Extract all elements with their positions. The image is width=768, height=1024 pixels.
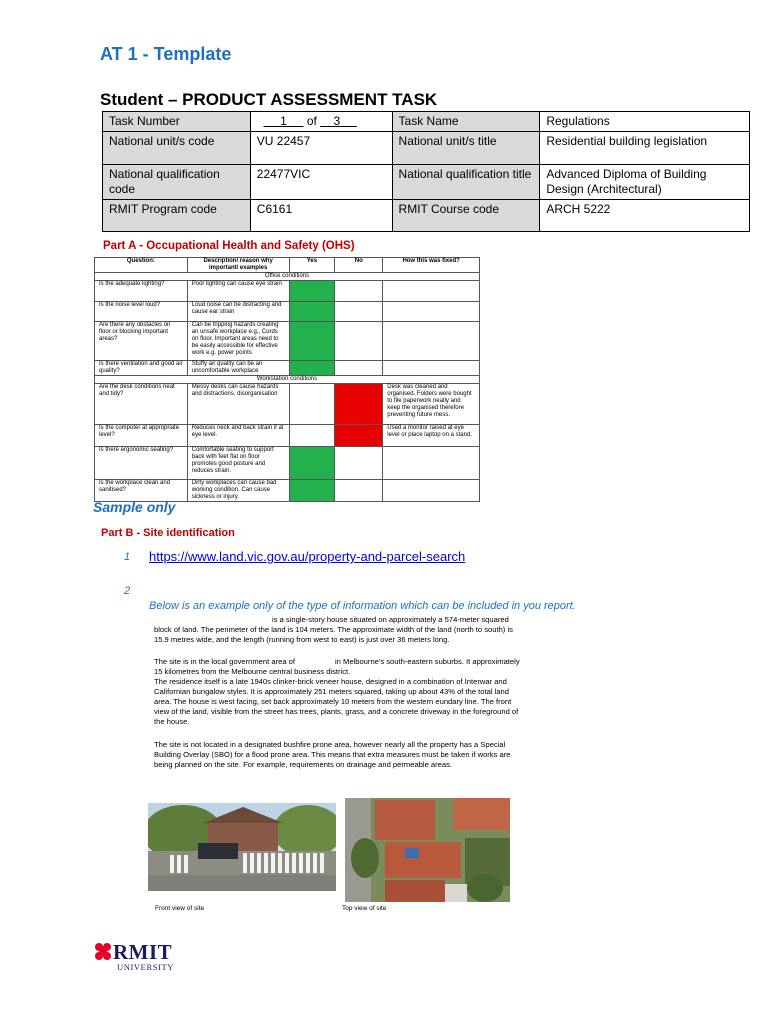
ohs-col-yes: Yes bbox=[289, 258, 335, 273]
ohs-fix: Desk was cleaned and organised. Folders were bought to file paperwork neatly and keep the organised therefore preventing future mess. bbox=[383, 384, 480, 425]
task-number-label: Task Number bbox=[103, 112, 251, 132]
ohs-section-row bbox=[95, 376, 480, 384]
unit-title-value: Residential building legislation bbox=[540, 132, 750, 165]
program-code-label: RMIT Program code bbox=[103, 200, 251, 232]
top-view-caption: Top view of site bbox=[342, 905, 387, 912]
ohs-question: Are the desk conditions neat and tidy? bbox=[95, 384, 188, 425]
unit-title-label: National unit/s title bbox=[392, 132, 540, 165]
task-name-label: Task Name bbox=[392, 112, 540, 132]
ohs-col-fix: How this was fixed? bbox=[383, 258, 480, 273]
ohs-description: Stuffy air quality can be an uncomfortable workplace bbox=[187, 361, 289, 376]
task-name-value: Regulations bbox=[540, 112, 750, 132]
ohs-no-cell bbox=[335, 302, 383, 322]
ohs-section-row bbox=[95, 273, 480, 281]
ohs-fix bbox=[383, 322, 480, 361]
ohs-row bbox=[95, 281, 480, 302]
ohs-description: Comfortable seating to support back with feet flat on floor promotes good posture and reduces strain. bbox=[187, 447, 289, 480]
top-view-photo bbox=[345, 798, 510, 902]
rmit-logo bbox=[93, 940, 203, 974]
ohs-question: Are there any obstacles on floor or blocking important areas? bbox=[95, 322, 188, 361]
of-text: of bbox=[306, 114, 317, 128]
ohs-yes-cell bbox=[289, 425, 335, 447]
rmit-logo-name: RMIT bbox=[113, 940, 173, 964]
ohs-fix: Used a monitor raised at eye level or place laptop on a stand. bbox=[383, 425, 480, 447]
ohs-fix bbox=[383, 361, 480, 376]
part-b-heading: Part B - Site identification bbox=[101, 527, 235, 539]
part-a-heading: Part A - Occupational Health and Safety (OHS) bbox=[103, 240, 355, 252]
ohs-row bbox=[95, 302, 480, 322]
ohs-no-cell bbox=[335, 480, 383, 502]
ohs-description: Dirty workplaces can cause bad working condition. Can cause sickness or injury. bbox=[187, 480, 289, 502]
ohs-fix bbox=[383, 447, 480, 480]
ohs-yes-cell bbox=[289, 302, 335, 322]
ohs-yes-cell bbox=[289, 281, 335, 302]
ohs-yes-cell bbox=[289, 361, 335, 376]
unit-code-label: National unit/s code bbox=[103, 132, 251, 165]
ohs-question: Is the workplace clean and sanitised? bbox=[95, 480, 188, 502]
unit-code-value: VU 22457 bbox=[250, 132, 392, 165]
ohs-description: Reduces neck and back strain if at eye level. bbox=[187, 425, 289, 447]
property-search-link[interactable]: https://www.land.vic.gov.au/property-and-parcel-search bbox=[149, 549, 466, 564]
list-number-1: 1 bbox=[124, 551, 131, 563]
site-paragraph-2 bbox=[154, 657, 524, 727]
site-paragraph-2-a: The site is in the local government area of bbox=[154, 657, 295, 666]
ohs-no-cell bbox=[335, 384, 383, 425]
ohs-row bbox=[95, 384, 480, 425]
ohs-no-cell bbox=[335, 322, 383, 361]
ohs-no-cell bbox=[335, 425, 383, 447]
task-number-value bbox=[250, 112, 392, 132]
ohs-fix bbox=[383, 302, 480, 322]
rmit-logo-subtitle: UNIVERSITY bbox=[117, 962, 174, 972]
ohs-yes-cell bbox=[289, 480, 335, 502]
front-view-photo bbox=[148, 803, 336, 891]
document-title: AT 1 - Template bbox=[100, 44, 232, 64]
task-info-table bbox=[102, 111, 750, 232]
task-total: 3 bbox=[333, 114, 341, 128]
front-view-caption: Front view of site bbox=[155, 905, 205, 912]
ohs-description: Messy desks can cause hazards and distractions, disorganisation bbox=[187, 384, 289, 425]
student-heading: Student – PRODUCT ASSESSMENT TASK bbox=[100, 90, 438, 109]
ohs-description: Loud noise can be distracting and cause ear strain bbox=[187, 302, 289, 322]
ohs-table bbox=[94, 257, 480, 502]
ohs-row bbox=[95, 447, 480, 480]
site-paragraph-2-b: in Melbourne's south-eastern suburbs. It approximately 15 kilometres from the Melbourne central business district. bbox=[154, 657, 520, 676]
program-code-value: C6161 bbox=[250, 200, 392, 232]
ohs-yes-cell bbox=[289, 384, 335, 425]
task-number: 1 bbox=[280, 114, 287, 128]
ohs-description: Can be tripping hazards creating an unsafe workplace e.g., Cords on floor. Important areas need to be easily accessible for effective work e.g. power points bbox=[187, 322, 289, 361]
sample-only-label: Sample only bbox=[93, 499, 176, 515]
site-paragraph-1-rest: block of land. The perimeter of the land is 104 meters. The approximate width of the land (north to south) is 15.9 metres wide, and the length (running from west to east) is just over 36 meters long. bbox=[154, 625, 513, 644]
ohs-row bbox=[95, 322, 480, 361]
site-paragraph-2-c: The residence itself is a late 1940s clinker-brick veneer house, designed in a combination of Interwar and Californian bungalow styles. It is approximately 251 meters squared, taking up about 43% of the total land area. The house is west facing, set back approximately 10 meters from the western eundary line. The front view of the land, visible from the street has trees, plants, grass, and a concrete driveway in the foreground of the house. bbox=[154, 677, 519, 726]
ohs-question: Is there ergonomic seating? bbox=[95, 447, 188, 480]
ohs-description: Poor lighting can cause eye strain bbox=[187, 281, 289, 302]
ohs-yes-cell bbox=[289, 447, 335, 480]
qualification-title-label: National qualification title bbox=[392, 165, 540, 200]
ohs-question: Is the noise level loud? bbox=[95, 302, 188, 322]
ohs-question: Is there ventilation and good air quality? bbox=[95, 361, 188, 376]
ohs-yes-cell bbox=[289, 322, 335, 361]
ohs-question: Is the computer at appropriate level? bbox=[95, 425, 188, 447]
ohs-row bbox=[95, 361, 480, 376]
site-paragraph-1 bbox=[154, 615, 524, 645]
ohs-fix bbox=[383, 480, 480, 502]
ohs-col-description: Description/ reason why important/ examples bbox=[187, 258, 289, 273]
ohs-col-no: No bbox=[335, 258, 383, 273]
example-intro: Below is an example only of the type of information which can be included in you report. bbox=[149, 600, 576, 612]
ohs-fix bbox=[383, 281, 480, 302]
ohs-no-cell bbox=[335, 361, 383, 376]
rmit-logo-mark bbox=[93, 942, 113, 962]
site-paragraph-3: The site is not located in a designated bushfire prone area, however nearly all the property has a Special Building Overlay (SBO) for a flood prone area. This means that extra measures must be taken if works are being planned on the site. For example, requirements on drainage and permeable areas. bbox=[154, 740, 511, 769]
course-code-label: RMIT Course code bbox=[392, 200, 540, 232]
list-number-2: 2 bbox=[124, 585, 131, 597]
site-paragraph-1-line1: is a single-story house situated on approximately a 574-meter squared bbox=[272, 615, 509, 624]
ohs-no-cell bbox=[335, 281, 383, 302]
qualification-code-value: 22477VIC bbox=[250, 165, 392, 200]
ohs-no-cell bbox=[335, 447, 383, 480]
qualification-title-value: Advanced Diploma of Building Design (Architectural) bbox=[540, 165, 750, 200]
course-code-value: ARCH 5222 bbox=[540, 200, 750, 232]
ohs-row bbox=[95, 425, 480, 447]
ohs-section-title: Office conditions bbox=[95, 273, 480, 281]
ohs-question: Is the adequate lighting? bbox=[95, 281, 188, 302]
ohs-section-title: Workstation conditions bbox=[95, 376, 480, 384]
ohs-col-question: Question: bbox=[95, 258, 188, 273]
qualification-code-label: National qualification code bbox=[103, 165, 251, 200]
